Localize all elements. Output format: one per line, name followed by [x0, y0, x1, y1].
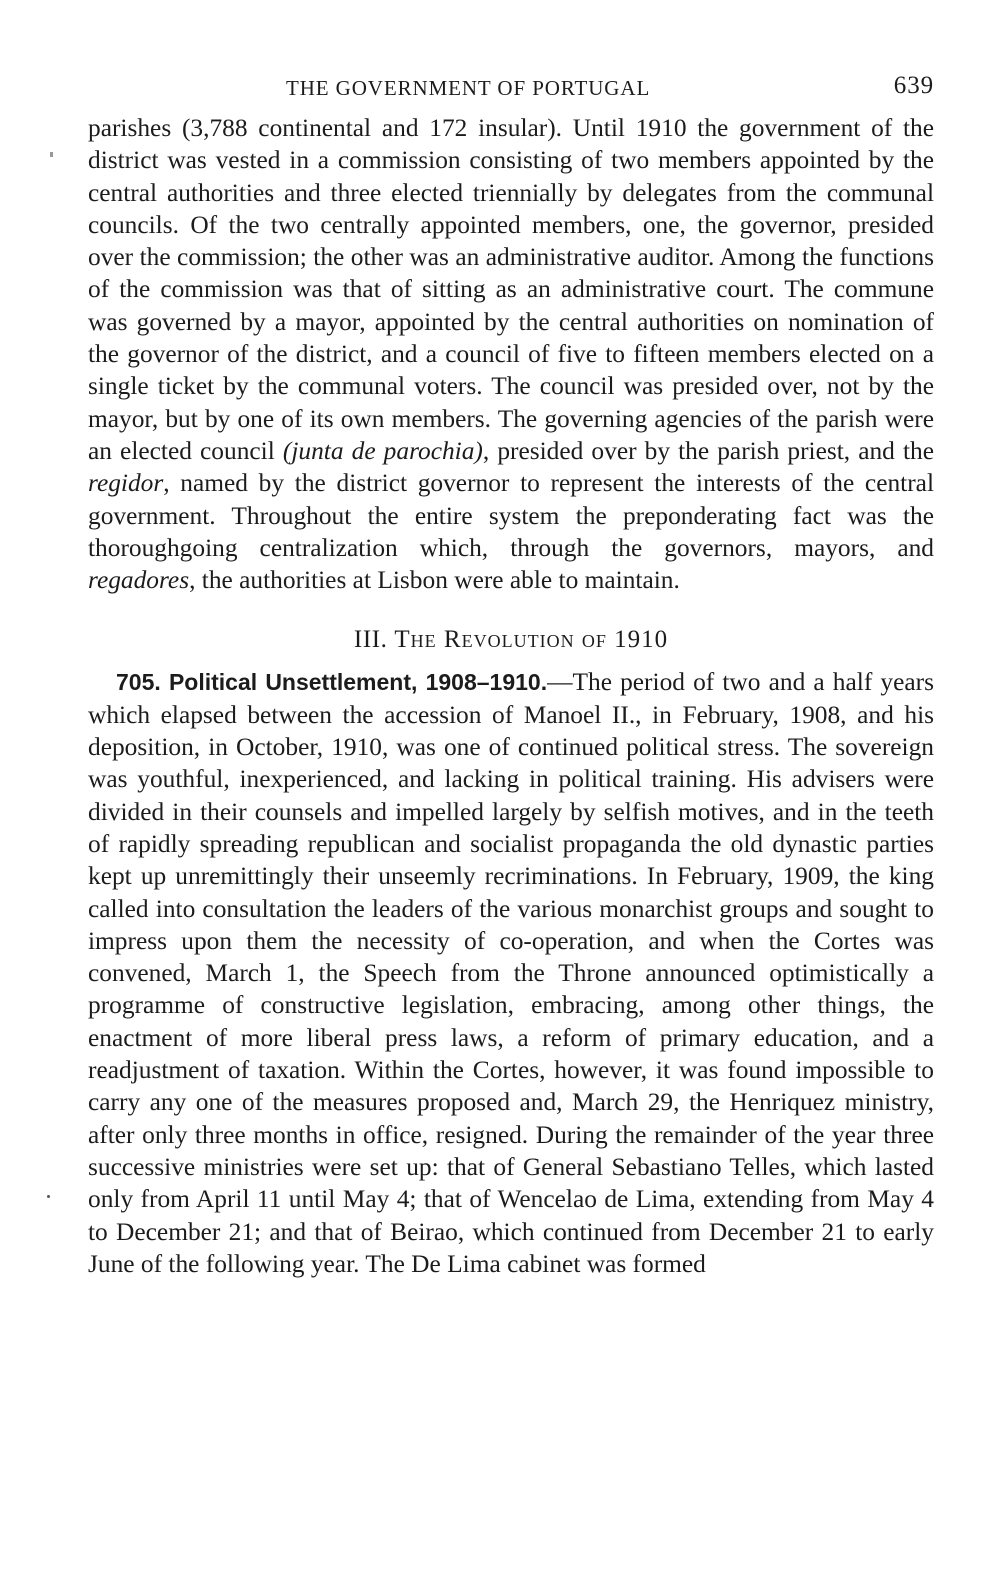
section-title: The Revolution of 1910 — [394, 626, 669, 654]
para2-text: —The period of two and a half years which elapsed between the accession of Manoel II., in February, 1908, and his deposition, in October, 1910, was one of continued political stress. The sovereign was youthful, inexperienced, and lacking in political training. His advisers were divided in their counsels and impelled largely by selfish motives, and in the teeth of rapidly spreading republican and socialist propaganda the old dynastic parties kept up unremittingly their unseemly recriminations. In February, 1909, the king called into consultation the leaders of the various monarchist groups and sought to impress upon them the necessity of co-operation, and when the Cortes was convened, March 1, the Speech from the Throne announced optimistically a programme of constructive legislation, embracing, among other things, the enactment of more liberal press laws, a reform of primary education, and a readjustment of taxation. Within the Cortes, however, it was found impossible to carry any one of the measures proposed and, March 29, the Henriquez ministry, after only three months in office, resigned. During the remainder of the year three successive ministries were set up: that of General Sebastiano Telles, which lasted only from April 11 until May 4; that of Wencelao de Lima, extending from May 4 to December 21; and that of Beirao, which continued from December 21 to early June of the following year. The De Lima cabinet was formed — [88, 668, 934, 1278]
para1-text-1: parishes (3,788 continental and 172 insular). Until 1910 the government of the district was vested in a commission consisting of two members appointed by the central authorities and three elected triennially by delegates from the communal councils. Of the two centrally appointed members, one, the governor, presided over the commission; the other was an administrative auditor. Among the functions of the commission was that of sitting as an administrative court. The commune was governed by a mayor, appointed by the central authorities on nomination of the governor of the district, and a council of five to fifteen members elected on a single ticket by the communal voters. The council was presided over, not by the mayor, but by one of its own members. The governing agencies of the parish were an elected council — [88, 114, 934, 465]
para1-italic-regidor: regidor — [88, 469, 164, 498]
para1-text-3: , named by the district governor to represent the interests of the central government. Throughout the entire system the preponderating fact was the thoroughgoing centralization which, through the governors, mayors, and — [88, 469, 934, 562]
book-page — [88, 70, 934, 1280]
page-number: 639 — [893, 72, 934, 99]
paragraph-political-unsettlement — [88, 666, 934, 1280]
running-head — [88, 70, 934, 110]
section-heading — [88, 626, 934, 654]
para1-text-2: , presided over by the parish priest, and the — [482, 436, 934, 465]
para1-text-4: , the authorities at Lisbon were able to maintain. — [189, 566, 680, 595]
para1-italic-regadores: regadores — [88, 566, 190, 595]
para1-italic-junta: (junta de parochia) — [282, 436, 483, 465]
running-title: THE GOVERNMENT OF PORTUGAL — [286, 76, 651, 100]
paragraph-heading: 705. Political Unsettlement, 1908–1910. — [116, 669, 548, 696]
section-numeral: III. — [353, 626, 388, 654]
paragraph-local-government — [88, 112, 934, 596]
margin-mark — [50, 152, 53, 157]
margin-dot — [47, 1195, 50, 1198]
